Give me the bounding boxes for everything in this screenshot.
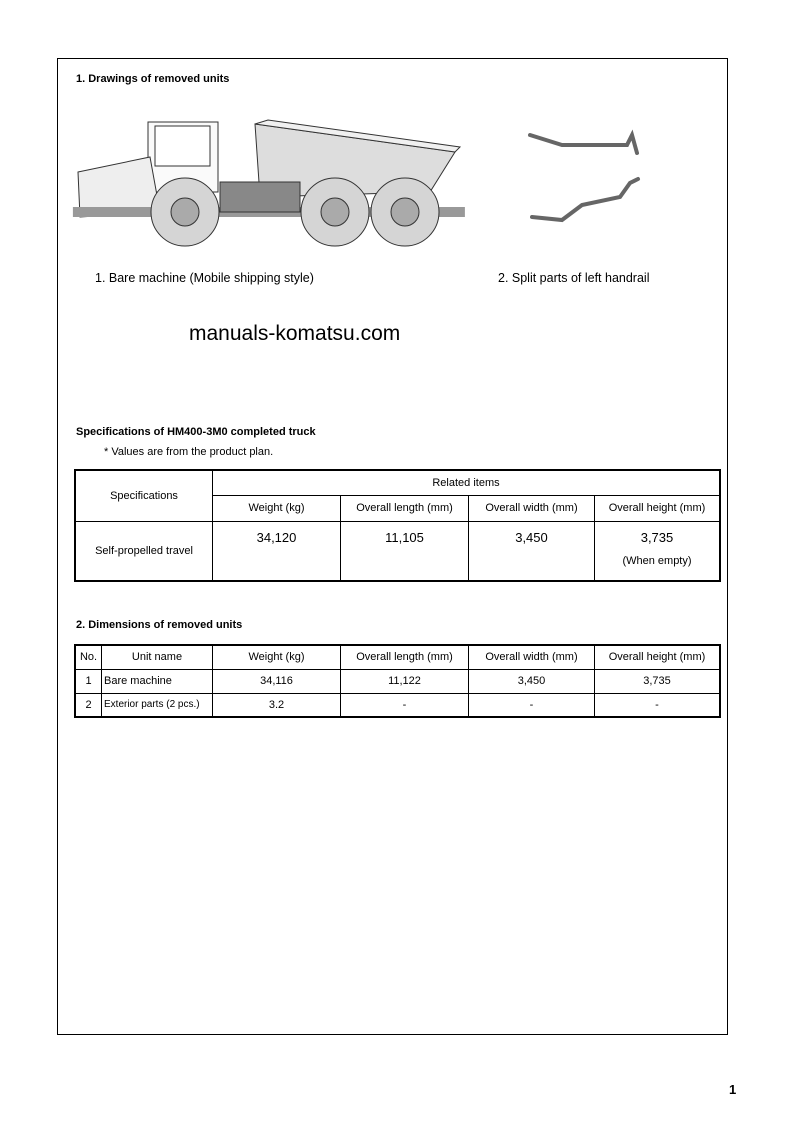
table-row (75, 693, 720, 717)
cell-length: - (341, 693, 469, 717)
specs-note: * Values are from the product plan. (104, 446, 274, 458)
table-row (75, 669, 720, 693)
cell-height: - (595, 693, 721, 717)
length-value: 11,105 (341, 521, 469, 581)
cell-width: 3,450 (469, 669, 595, 693)
column-header: Unit name (102, 645, 213, 669)
dimensions-table (74, 644, 721, 718)
cell-no: 2 (75, 693, 102, 717)
cell-weight: 34,116 (213, 669, 341, 693)
header-related-items: Related items (213, 470, 721, 495)
handrail-illustration (522, 125, 647, 230)
height-note: (When empty) (622, 554, 692, 567)
column-header: Weight (kg) (213, 645, 341, 669)
weight-value: 34,120 (213, 521, 341, 581)
cell-length: 11,122 (341, 669, 469, 693)
cell-unit-name: Bare machine (102, 669, 213, 693)
specs-table (74, 469, 721, 582)
column-header: Overall width (mm) (469, 645, 595, 669)
column-header: Overall length (mm) (341, 495, 469, 521)
caption-bare-machine: 1. Bare machine (Mobile shipping style) (95, 271, 314, 285)
cell-no: 1 (75, 669, 102, 693)
caption-handrail: 2. Split parts of left handrail (498, 271, 650, 285)
column-header: Overall height (mm) (595, 495, 721, 521)
column-header: Overall width (mm) (469, 495, 595, 521)
height-value: 3,735 (640, 529, 674, 545)
cell-width: - (469, 693, 595, 717)
cell-height: 3,735 (595, 669, 721, 693)
header-specifications: Specifications (75, 470, 213, 521)
specs-title: Specifications of HM400-3M0 completed truck (76, 426, 316, 438)
height-cell (595, 521, 721, 581)
cell-unit-name: Exterior parts (2 pcs.) (102, 693, 213, 717)
width-value: 3,450 (469, 521, 595, 581)
column-header: Overall length (mm) (341, 645, 469, 669)
column-header: Weight (kg) (213, 495, 341, 521)
column-header: No. (75, 645, 102, 669)
row-label: Self-propelled travel (75, 521, 213, 581)
page-number: 1 (729, 1082, 737, 1097)
cell-weight: 3.2 (213, 693, 341, 717)
watermark-text: manuals-komatsu.com (189, 322, 401, 345)
truck-illustration (70, 112, 470, 257)
section1-title: 1. Drawings of removed units (76, 73, 230, 85)
column-header: Overall height (mm) (595, 645, 721, 669)
section2-title: 2. Dimensions of removed units (76, 619, 243, 631)
